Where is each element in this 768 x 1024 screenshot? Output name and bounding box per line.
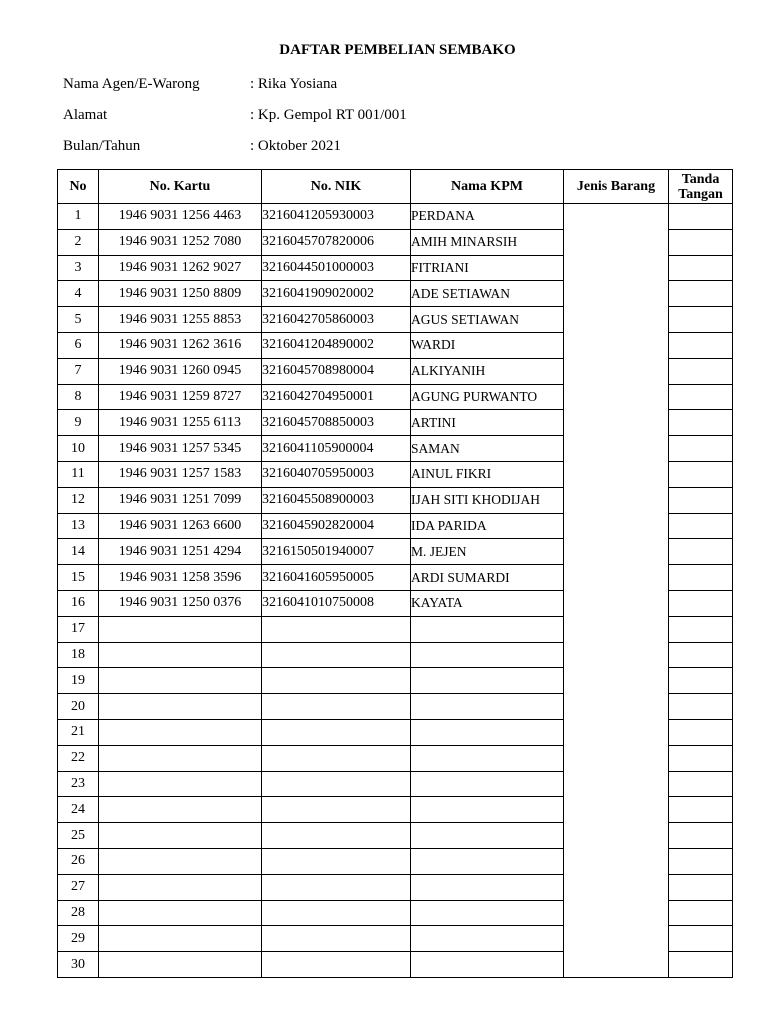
- row-kartu-cell: [99, 771, 262, 797]
- row-no-cell: 19: [58, 668, 99, 694]
- row-nik-cell: [262, 952, 411, 978]
- signature-cell[interactable]: [669, 513, 733, 539]
- signature-cell[interactable]: [669, 616, 733, 642]
- signature-cell[interactable]: [669, 307, 733, 333]
- signature-cell[interactable]: [669, 745, 733, 771]
- row-nama-cell: IJAH SITI KHODIJAH: [411, 487, 564, 513]
- header-jenis: Jenis Barang: [564, 170, 669, 204]
- row-no-cell: 3: [58, 255, 99, 281]
- row-kartu-cell: [99, 745, 262, 771]
- signature-cell[interactable]: [669, 823, 733, 849]
- row-nik-cell: 3216045902820004: [262, 513, 411, 539]
- row-no-cell: 23: [58, 771, 99, 797]
- row-nama-cell: [411, 642, 564, 668]
- row-no-cell: 24: [58, 797, 99, 823]
- signature-cell[interactable]: [669, 590, 733, 616]
- meta-agent-label: Nama Agen/E-Warong: [63, 76, 200, 92]
- document-title: DAFTAR PEMBELIAN SEMBAKO: [279, 42, 516, 58]
- row-nik-cell: [262, 745, 411, 771]
- header-nama: Nama KPM: [411, 170, 564, 204]
- row-nik-cell: 3216044501000003: [262, 255, 411, 281]
- signature-cell[interactable]: [669, 539, 733, 565]
- row-nama-cell: [411, 952, 564, 978]
- signature-cell[interactable]: [669, 229, 733, 255]
- signature-cell[interactable]: [669, 204, 733, 230]
- row-nama-cell: AMIH MINARSIH: [411, 229, 564, 255]
- row-kartu-cell: [99, 694, 262, 720]
- row-kartu-cell: [99, 642, 262, 668]
- row-nama-cell: PERDANA: [411, 204, 564, 230]
- signature-cell[interactable]: [669, 410, 733, 436]
- row-nik-cell: 3216041205930003: [262, 204, 411, 230]
- meta-address-value: : Kp. Gempol RT 001/001: [250, 105, 407, 125]
- row-kartu-cell: 1946 9031 1250 0376: [99, 590, 262, 616]
- row-nama-cell: [411, 694, 564, 720]
- row-kartu-cell: 1946 9031 1257 5345: [99, 436, 262, 462]
- meta-address-label: Alamat: [63, 107, 108, 123]
- row-nama-cell: [411, 900, 564, 926]
- signature-cell[interactable]: [669, 848, 733, 874]
- row-nik-cell: [262, 771, 411, 797]
- row-nik-cell: 3216042705860003: [262, 307, 411, 333]
- row-kartu-cell: 1946 9031 1262 9027: [99, 255, 262, 281]
- row-nik-cell: [262, 668, 411, 694]
- row-kartu-cell: [99, 797, 262, 823]
- signature-cell[interactable]: [669, 642, 733, 668]
- signature-cell[interactable]: [669, 436, 733, 462]
- header-tanda: [669, 170, 733, 204]
- row-nik-cell: 3216042704950001: [262, 384, 411, 410]
- header-tanda-line2: Tangan: [678, 186, 723, 202]
- row-nik-cell: 3216041105900004: [262, 436, 411, 462]
- row-kartu-cell: 1946 9031 1255 6113: [99, 410, 262, 436]
- row-nik-cell: 3216041010750008: [262, 590, 411, 616]
- row-nik-cell: 3216040705950003: [262, 461, 411, 487]
- row-nama-cell: ARDI SUMARDI: [411, 565, 564, 591]
- row-nama-cell: KAYATA: [411, 590, 564, 616]
- signature-cell[interactable]: [669, 719, 733, 745]
- row-nik-cell: [262, 797, 411, 823]
- row-kartu-cell: [99, 823, 262, 849]
- row-no-cell: 30: [58, 952, 99, 978]
- row-kartu-cell: [99, 848, 262, 874]
- row-nik-cell: 3216045508900003: [262, 487, 411, 513]
- row-no-cell: 13: [58, 513, 99, 539]
- row-no-cell: 7: [58, 358, 99, 384]
- row-kartu-cell: 1946 9031 1258 3596: [99, 565, 262, 591]
- row-nama-cell: [411, 823, 564, 849]
- row-nama-cell: [411, 719, 564, 745]
- row-kartu-cell: 1946 9031 1250 8809: [99, 281, 262, 307]
- row-kartu-cell: 1946 9031 1262 3616: [99, 332, 262, 358]
- row-nik-cell: [262, 874, 411, 900]
- row-no-cell: 18: [58, 642, 99, 668]
- row-kartu-cell: [99, 668, 262, 694]
- header-nik: No. NIK: [262, 170, 411, 204]
- row-kartu-cell: 1946 9031 1260 0945: [99, 358, 262, 384]
- row-no-cell: 4: [58, 281, 99, 307]
- signature-cell[interactable]: [669, 384, 733, 410]
- signature-cell[interactable]: [669, 874, 733, 900]
- row-nama-cell: ADE SETIAWAN: [411, 281, 564, 307]
- row-no-cell: 27: [58, 874, 99, 900]
- row-nama-cell: ALKIYANIH: [411, 358, 564, 384]
- signature-cell[interactable]: [669, 332, 733, 358]
- row-no-cell: 25: [58, 823, 99, 849]
- row-kartu-cell: 1946 9031 1251 4294: [99, 539, 262, 565]
- row-nama-cell: WARDI: [411, 332, 564, 358]
- row-nama-cell: [411, 668, 564, 694]
- meta-period-label: Bulan/Tahun: [63, 138, 141, 154]
- row-nama-cell: [411, 771, 564, 797]
- row-nik-cell: 3216150501940007: [262, 539, 411, 565]
- signature-cell[interactable]: [669, 668, 733, 694]
- jenis-barang-cell[interactable]: [564, 204, 669, 978]
- row-nama-cell: [411, 874, 564, 900]
- row-no-cell: 15: [58, 565, 99, 591]
- row-nik-cell: [262, 694, 411, 720]
- row-kartu-cell: 1946 9031 1251 7099: [99, 487, 262, 513]
- row-kartu-cell: [99, 926, 262, 952]
- row-nik-cell: [262, 616, 411, 642]
- row-nama-cell: AGUNG PURWANTO: [411, 384, 564, 410]
- header-tanda-line1: Tanda: [681, 171, 720, 187]
- row-kartu-cell: [99, 952, 262, 978]
- row-no-cell: 14: [58, 539, 99, 565]
- signature-cell[interactable]: [669, 461, 733, 487]
- row-no-cell: 26: [58, 848, 99, 874]
- row-kartu-cell: [99, 719, 262, 745]
- row-nik-cell: [262, 926, 411, 952]
- purchase-table: [57, 169, 733, 978]
- signature-cell[interactable]: [669, 771, 733, 797]
- row-nik-cell: [262, 642, 411, 668]
- row-nama-cell: ARTINI: [411, 410, 564, 436]
- row-nama-cell: AGUS SETIAWAN: [411, 307, 564, 333]
- table-row: [58, 204, 733, 230]
- row-nama-cell: [411, 616, 564, 642]
- signature-cell[interactable]: [669, 255, 733, 281]
- header-no: No: [58, 170, 99, 204]
- row-nik-cell: 3216045708850003: [262, 410, 411, 436]
- row-nama-cell: AINUL FIKRI: [411, 461, 564, 487]
- row-nik-cell: [262, 848, 411, 874]
- row-no-cell: 5: [58, 307, 99, 333]
- row-no-cell: 6: [58, 332, 99, 358]
- row-nama-cell: FITRIANI: [411, 255, 564, 281]
- row-nik-cell: 3216041909020002: [262, 281, 411, 307]
- signature-cell[interactable]: [669, 487, 733, 513]
- row-kartu-cell: 1946 9031 1252 7080: [99, 229, 262, 255]
- row-nama-cell: M. JEJEN: [411, 539, 564, 565]
- row-nama-cell: IDA PARIDA: [411, 513, 564, 539]
- signature-cell[interactable]: [669, 565, 733, 591]
- row-no-cell: 22: [58, 745, 99, 771]
- row-kartu-cell: 1946 9031 1255 8853: [99, 307, 262, 333]
- row-no-cell: 29: [58, 926, 99, 952]
- row-nik-cell: 3216045707820006: [262, 229, 411, 255]
- row-kartu-cell: 1946 9031 1263 6600: [99, 513, 262, 539]
- row-no-cell: 10: [58, 436, 99, 462]
- row-no-cell: 21: [58, 719, 99, 745]
- row-kartu-cell: [99, 874, 262, 900]
- row-no-cell: 11: [58, 461, 99, 487]
- row-nik-cell: 3216041605950005: [262, 565, 411, 591]
- row-no-cell: 28: [58, 900, 99, 926]
- table-header-row: [58, 170, 733, 204]
- row-nama-cell: [411, 848, 564, 874]
- row-kartu-cell: 1946 9031 1257 1583: [99, 461, 262, 487]
- row-no-cell: 8: [58, 384, 99, 410]
- row-no-cell: 9: [58, 410, 99, 436]
- signature-cell[interactable]: [669, 797, 733, 823]
- row-no-cell: 20: [58, 694, 99, 720]
- signature-cell[interactable]: [669, 926, 733, 952]
- row-nik-cell: [262, 823, 411, 849]
- row-nama-cell: [411, 745, 564, 771]
- signature-cell[interactable]: [669, 952, 733, 978]
- meta-agent-value: : Rika Yosiana: [250, 74, 337, 94]
- row-nik-cell: [262, 719, 411, 745]
- row-no-cell: 1: [58, 204, 99, 230]
- row-no-cell: 2: [58, 229, 99, 255]
- row-nik-cell: 3216045708980004: [262, 358, 411, 384]
- row-nama-cell: [411, 797, 564, 823]
- row-kartu-cell: 1946 9031 1259 8727: [99, 384, 262, 410]
- row-kartu-cell: [99, 616, 262, 642]
- row-kartu-cell: 1946 9031 1256 4463: [99, 204, 262, 230]
- signature-cell[interactable]: [669, 358, 733, 384]
- row-kartu-cell: [99, 900, 262, 926]
- row-nik-cell: 3216041204890002: [262, 332, 411, 358]
- row-nama-cell: [411, 926, 564, 952]
- signature-cell[interactable]: [669, 694, 733, 720]
- row-nama-cell: SAMAN: [411, 436, 564, 462]
- table-body: [58, 204, 733, 978]
- meta-period-value: : Oktober 2021: [250, 136, 341, 156]
- header-kartu: No. Kartu: [99, 170, 262, 204]
- row-no-cell: 17: [58, 616, 99, 642]
- signature-cell[interactable]: [669, 281, 733, 307]
- row-no-cell: 12: [58, 487, 99, 513]
- signature-cell[interactable]: [669, 900, 733, 926]
- row-no-cell: 16: [58, 590, 99, 616]
- row-nik-cell: [262, 900, 411, 926]
